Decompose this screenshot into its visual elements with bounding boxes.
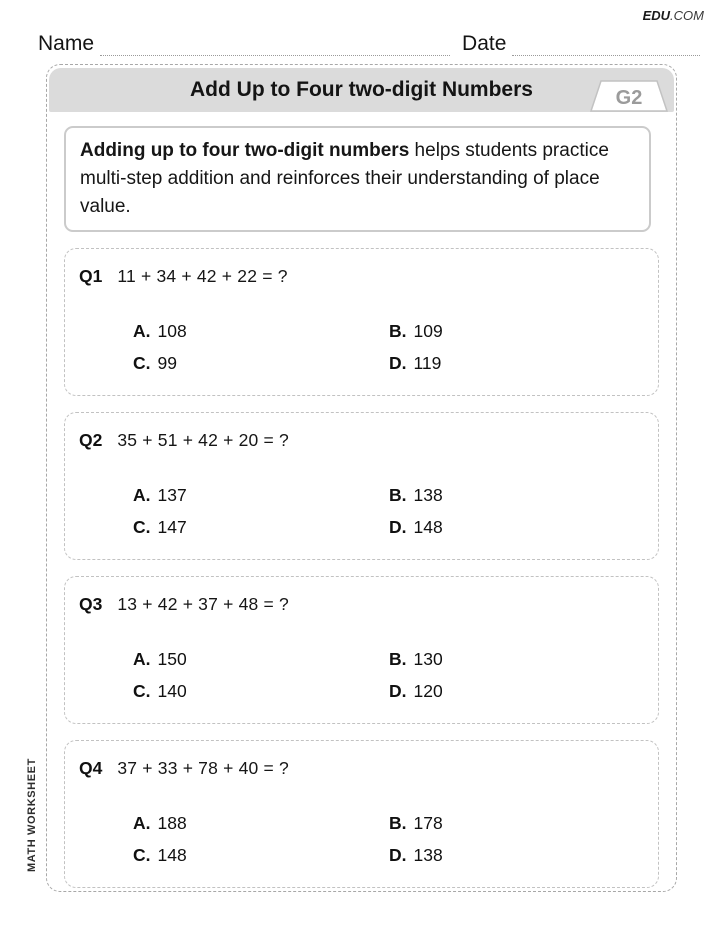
question-header	[79, 430, 644, 451]
option-d[interactable]: D. 138	[389, 845, 443, 865]
intro-box	[64, 126, 651, 232]
question-box-q3	[64, 576, 659, 724]
question-header	[79, 758, 644, 779]
option-a[interactable]: A. 137	[133, 485, 187, 505]
option-c[interactable]: C. 99	[133, 353, 177, 373]
name-date-row	[38, 30, 700, 56]
option-c[interactable]: C. 147	[133, 517, 187, 537]
option-b[interactable]: B. 130	[389, 649, 443, 669]
date-fill-line[interactable]	[512, 34, 700, 56]
date-label: Date	[462, 32, 507, 55]
logo-bold-part: EDU	[642, 8, 671, 23]
logo-rest-part: .COM	[670, 8, 704, 23]
name-fill-line[interactable]	[100, 34, 450, 56]
option-a[interactable]: A. 150	[133, 649, 187, 669]
worksheet-title-bar	[49, 68, 674, 112]
question-equation: 11 + 34 + 42 + 22 = ?	[117, 266, 288, 286]
question-equation: 13 + 42 + 37 + 48 = ?	[117, 594, 289, 614]
option-c[interactable]: C. 148	[133, 845, 187, 865]
option-c[interactable]: C. 140	[133, 681, 187, 701]
option-a[interactable]: A. 188	[133, 813, 187, 833]
math-worksheet-side-label: MATH WORKSHEET	[26, 758, 38, 872]
options-grid	[133, 813, 644, 866]
option-d[interactable]: D. 120	[389, 681, 443, 701]
question-id: Q4	[79, 758, 103, 778]
grade-badge-text: G2	[615, 87, 643, 109]
options-grid	[133, 649, 644, 702]
question-equation: 37 + 33 + 78 + 40 = ?	[117, 758, 289, 778]
question-box-q1	[64, 248, 659, 396]
options-grid	[133, 485, 644, 538]
question-box-q2	[64, 412, 659, 560]
options-grid	[133, 321, 644, 374]
edu-com-logo	[643, 8, 704, 23]
question-id: Q1	[79, 266, 103, 286]
question-box-q4	[64, 740, 659, 888]
option-b[interactable]: B. 109	[389, 321, 443, 341]
option-a[interactable]: A. 108	[133, 321, 187, 341]
name-label: Name	[38, 32, 95, 55]
option-d[interactable]: D. 119	[389, 353, 442, 373]
question-header	[79, 594, 644, 615]
option-b[interactable]: B. 138	[389, 485, 443, 505]
intro-rest-text: helps students practice multi-step addition and reinforces their understanding of place value.	[80, 140, 609, 217]
worksheet-title: Add Up to Four two-digit Numbers	[190, 78, 533, 101]
question-equation: 35 + 51 + 42 + 20 = ?	[117, 430, 289, 450]
worksheet-container	[46, 64, 677, 892]
question-id: Q2	[79, 430, 103, 450]
question-id: Q3	[79, 594, 103, 614]
grade-badge	[590, 80, 668, 112]
option-d[interactable]: D. 148	[389, 517, 443, 537]
question-header	[79, 266, 644, 287]
intro-bold-text: Adding up to four two-digit numbers	[80, 140, 410, 161]
option-b[interactable]: B. 178	[389, 813, 443, 833]
